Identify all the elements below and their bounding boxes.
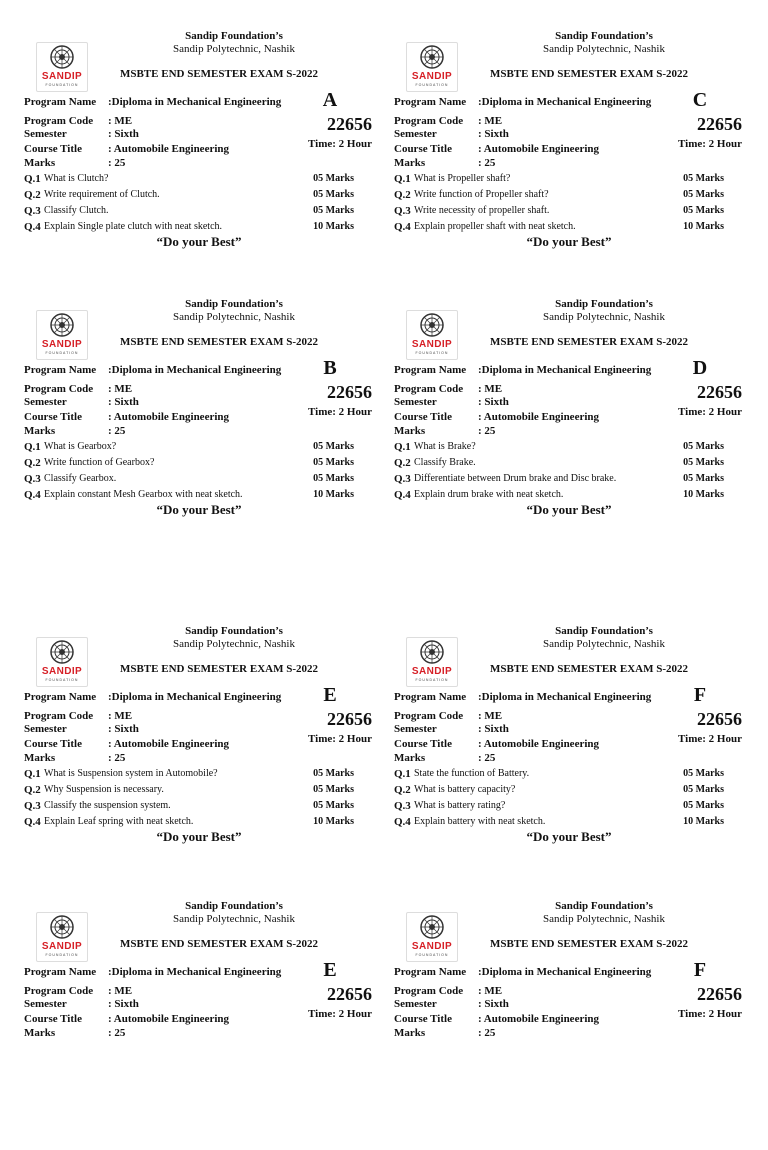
logo-subtitle: FOUNDATION xyxy=(415,678,449,682)
program-name-value: :Diploma in Mechanical Engineering xyxy=(478,966,652,978)
marks-value: : 25 xyxy=(478,425,496,437)
question-number: Q.2 xyxy=(24,457,41,469)
sandip-logo xyxy=(406,310,458,360)
marks-value: : 25 xyxy=(108,752,126,764)
exam-duration: Time: 2 Hour xyxy=(678,138,742,150)
question-marks: 05 Marks xyxy=(313,441,354,452)
institute-name: Sandip Polytechnic, Nashik xyxy=(543,43,665,55)
course-code: 22656 xyxy=(327,709,372,729)
question-text: Explain drum brake with neat sketch. xyxy=(414,489,564,500)
question-text: Classify Brake. xyxy=(414,457,476,468)
question-row xyxy=(394,784,734,799)
institute-name: Sandip Polytechnic, Nashik xyxy=(173,913,295,925)
course-title-label: Course Title xyxy=(394,411,452,423)
organization-name: Sandip Foundation’s xyxy=(185,625,283,637)
question-text: Explain constant Mesh Gearbox with neat sketch. xyxy=(44,489,243,500)
program-code-value: : ME xyxy=(478,710,503,722)
question-marks: 05 Marks xyxy=(313,457,354,468)
organization-name: Sandip Foundation’s xyxy=(555,900,653,912)
marks-value: : 25 xyxy=(108,425,126,437)
question-number: Q.1 xyxy=(394,441,411,453)
semester-label: Semester xyxy=(394,998,437,1010)
program-code-value: : ME xyxy=(108,115,133,127)
institute-name: Sandip Polytechnic, Nashik xyxy=(173,311,295,323)
program-name-label: Program Name xyxy=(24,691,97,703)
program-code-value: : ME xyxy=(478,115,503,127)
motto: “Do your Best” xyxy=(526,234,612,249)
question-number: Q.4 xyxy=(24,221,41,233)
exam-title: MSBTE END SEMESTER EXAM S-2022 xyxy=(489,336,689,348)
question-number: Q.3 xyxy=(394,205,411,217)
question-number: Q.1 xyxy=(24,768,41,780)
course-title-label: Course Title xyxy=(24,738,82,750)
logo-wordmark: SANDIP xyxy=(411,339,453,350)
logo-subtitle: FOUNDATION xyxy=(45,351,79,355)
marks-value: : 25 xyxy=(478,157,496,169)
semester-label: Semester xyxy=(394,723,437,735)
question-text: What is Brake? xyxy=(414,441,476,452)
set-letter: F xyxy=(693,684,707,706)
emblem-icon xyxy=(50,640,74,664)
question-row xyxy=(394,800,734,815)
program-code-label: Program Code xyxy=(394,383,464,395)
question-marks: 05 Marks xyxy=(313,189,354,200)
logo-subtitle: FOUNDATION xyxy=(415,83,449,87)
exam-duration: Time: 2 Hour xyxy=(308,138,372,150)
course-code: 22656 xyxy=(327,984,372,1004)
program-code-label: Program Code xyxy=(24,115,94,127)
question-marks: 05 Marks xyxy=(313,173,354,184)
program-name-value: :Diploma in Mechanical Engineering xyxy=(108,96,282,108)
marks-label: Marks xyxy=(24,157,56,169)
question-number: Q.3 xyxy=(24,800,41,812)
course-code: 22656 xyxy=(327,114,372,134)
emblem-icon xyxy=(420,45,444,69)
exam-duration: Time: 2 Hour xyxy=(678,733,742,745)
organization-name: Sandip Foundation’s xyxy=(185,30,283,42)
question-row xyxy=(24,173,364,188)
sandip-logo xyxy=(406,42,458,92)
set-letter: F xyxy=(693,959,707,981)
course-title-value: : Automobile Engineering xyxy=(478,1013,600,1025)
semester-label: Semester xyxy=(394,128,437,140)
question-marks: 05 Marks xyxy=(313,800,354,811)
question-row xyxy=(24,189,364,204)
question-text: Differentiate between Drum brake and Disc brake. xyxy=(414,473,617,484)
question-number: Q.4 xyxy=(24,816,41,828)
institute-name: Sandip Polytechnic, Nashik xyxy=(543,913,665,925)
motto: “Do your Best” xyxy=(156,234,242,249)
course-title-value: : Automobile Engineering xyxy=(108,411,230,423)
program-name-label: Program Name xyxy=(394,364,467,376)
semester-label: Semester xyxy=(394,396,437,408)
program-name-value: :Diploma in Mechanical Engineering xyxy=(108,691,282,703)
sandip-logo xyxy=(406,637,458,687)
question-number: Q.1 xyxy=(394,173,411,185)
question-number: Q.2 xyxy=(394,784,411,796)
question-number: Q.4 xyxy=(394,816,411,828)
marks-label: Marks xyxy=(394,425,426,437)
marks-value: : 25 xyxy=(478,1027,496,1039)
set-letter: E xyxy=(323,684,337,706)
motto: “Do your Best” xyxy=(156,829,242,844)
logo-subtitle: FOUNDATION xyxy=(415,953,449,957)
semester-value: : Sixth xyxy=(478,128,509,140)
question-text: What is Clutch? xyxy=(44,173,109,184)
logo-subtitle: FOUNDATION xyxy=(45,953,79,957)
question-text: Classify Clutch. xyxy=(44,205,109,216)
institute-name: Sandip Polytechnic, Nashik xyxy=(543,638,665,650)
emblem-icon xyxy=(420,313,444,337)
exam-card-1 xyxy=(24,30,372,280)
marks-label: Marks xyxy=(24,752,56,764)
question-row xyxy=(394,205,734,220)
set-letter: B xyxy=(323,357,337,379)
question-number: Q.2 xyxy=(24,189,41,201)
marks-value: : 25 xyxy=(108,1027,126,1039)
question-row xyxy=(394,457,734,472)
program-name-label: Program Name xyxy=(24,96,97,108)
marks-label: Marks xyxy=(394,752,426,764)
course-title-value: : Automobile Engineering xyxy=(478,411,600,423)
organization-name: Sandip Foundation’s xyxy=(185,298,283,310)
question-marks: 05 Marks xyxy=(683,768,724,779)
marks-label: Marks xyxy=(394,157,426,169)
exam-duration: Time: 2 Hour xyxy=(308,406,372,418)
question-number: Q.2 xyxy=(394,457,411,469)
question-text: State the function of Battery. xyxy=(414,768,530,779)
question-text: Write function of Gearbox? xyxy=(44,457,155,468)
semester-label: Semester xyxy=(24,998,67,1010)
course-title-value: : Automobile Engineering xyxy=(108,1013,230,1025)
question-marks: 05 Marks xyxy=(683,441,724,452)
question-marks: 05 Marks xyxy=(683,173,724,184)
sandip-logo xyxy=(36,310,88,360)
institute-name: Sandip Polytechnic, Nashik xyxy=(173,638,295,650)
course-title-label: Course Title xyxy=(24,143,82,155)
logo-subtitle: FOUNDATION xyxy=(45,83,79,87)
set-letter: E xyxy=(323,959,337,981)
set-letter: C xyxy=(692,89,708,111)
question-marks: 05 Marks xyxy=(313,473,354,484)
exam-title: MSBTE END SEMESTER EXAM S-2022 xyxy=(489,663,689,675)
semester-value: : Sixth xyxy=(108,396,139,408)
question-text: Explain propeller shaft with neat sketch. xyxy=(414,221,576,232)
exam-card-8 xyxy=(394,900,742,1150)
logo-wordmark: SANDIP xyxy=(41,71,83,82)
question-row xyxy=(24,457,364,472)
question-row xyxy=(394,189,734,204)
program-name-label: Program Name xyxy=(24,364,97,376)
institute-name: Sandip Polytechnic, Nashik xyxy=(543,311,665,323)
question-marks: 10 Marks xyxy=(313,489,354,500)
emblem-icon xyxy=(50,915,74,939)
program-code-label: Program Code xyxy=(394,985,464,997)
logo-wordmark: SANDIP xyxy=(411,941,453,952)
course-title-value: : Automobile Engineering xyxy=(108,143,230,155)
course-title-label: Course Title xyxy=(24,411,82,423)
logo-wordmark: SANDIP xyxy=(411,71,453,82)
program-name-label: Program Name xyxy=(24,966,97,978)
motto: “Do your Best” xyxy=(526,502,612,517)
question-text: Classify the suspension system. xyxy=(44,800,171,811)
course-title-value: : Automobile Engineering xyxy=(478,738,600,750)
semester-value: : Sixth xyxy=(478,396,509,408)
question-row xyxy=(394,768,734,783)
question-row xyxy=(24,800,364,815)
program-name-value: :Diploma in Mechanical Engineering xyxy=(108,364,282,376)
question-marks: 05 Marks xyxy=(683,784,724,795)
program-code-label: Program Code xyxy=(24,710,94,722)
organization-name: Sandip Foundation’s xyxy=(555,625,653,637)
organization-name: Sandip Foundation’s xyxy=(185,900,283,912)
semester-label: Semester xyxy=(24,396,67,408)
program-code-label: Program Code xyxy=(394,710,464,722)
course-code: 22656 xyxy=(697,382,742,402)
program-name-value: :Diploma in Mechanical Engineering xyxy=(478,364,652,376)
exam-card-2 xyxy=(394,30,742,280)
course-title-label: Course Title xyxy=(24,1013,82,1025)
program-name-value: :Diploma in Mechanical Engineering xyxy=(478,691,652,703)
question-marks: 10 Marks xyxy=(313,816,354,827)
question-text: Explain Single plate clutch with neat sketch. xyxy=(44,221,223,232)
organization-name: Sandip Foundation’s xyxy=(555,298,653,310)
emblem-icon xyxy=(420,915,444,939)
logo-wordmark: SANDIP xyxy=(41,666,83,677)
question-row xyxy=(24,441,364,456)
question-row xyxy=(394,441,734,456)
course-title-label: Course Title xyxy=(394,143,452,155)
question-text: What is Gearbox? xyxy=(44,441,117,452)
exam-duration: Time: 2 Hour xyxy=(308,733,372,745)
program-code-value: : ME xyxy=(478,985,503,997)
question-number: Q.1 xyxy=(24,441,41,453)
exam-card-6 xyxy=(394,625,742,875)
logo-wordmark: SANDIP xyxy=(411,666,453,677)
question-marks: 05 Marks xyxy=(683,205,724,216)
sandip-logo xyxy=(406,912,458,962)
exam-title: MSBTE END SEMESTER EXAM S-2022 xyxy=(119,336,319,348)
marks-label: Marks xyxy=(24,1027,56,1039)
program-code-value: : ME xyxy=(478,383,503,395)
marks-value: : 25 xyxy=(108,157,126,169)
question-marks: 10 Marks xyxy=(683,221,724,232)
logo-subtitle: FOUNDATION xyxy=(45,678,79,682)
exam-duration: Time: 2 Hour xyxy=(308,1008,372,1020)
question-number: Q.3 xyxy=(394,800,411,812)
program-code-value: : ME xyxy=(108,383,133,395)
semester-value: : Sixth xyxy=(478,998,509,1010)
institute-name: Sandip Polytechnic, Nashik xyxy=(173,43,295,55)
question-row xyxy=(24,205,364,220)
semester-label: Semester xyxy=(24,128,67,140)
course-title-value: : Automobile Engineering xyxy=(108,738,230,750)
course-code: 22656 xyxy=(327,382,372,402)
question-text: Explain Leaf spring with neat sketch. xyxy=(44,816,194,827)
program-name-value: :Diploma in Mechanical Engineering xyxy=(478,96,652,108)
semester-value: : Sixth xyxy=(108,998,139,1010)
program-code-label: Program Code xyxy=(24,985,94,997)
question-number: Q.3 xyxy=(24,473,41,485)
motto: “Do your Best” xyxy=(526,829,612,844)
question-number: Q.1 xyxy=(394,768,411,780)
question-row xyxy=(394,173,734,188)
question-number: Q.2 xyxy=(394,189,411,201)
emblem-icon xyxy=(50,45,74,69)
question-row xyxy=(24,784,364,799)
marks-label: Marks xyxy=(394,1027,426,1039)
question-number: Q.2 xyxy=(24,784,41,796)
question-text: Explain battery with neat sketch. xyxy=(414,816,546,827)
exam-card-7 xyxy=(24,900,372,1150)
question-marks: 10 Marks xyxy=(313,221,354,232)
question-number: Q.4 xyxy=(24,489,41,501)
question-number: Q.4 xyxy=(394,489,411,501)
program-name-value: :Diploma in Mechanical Engineering xyxy=(108,966,282,978)
question-text: What is battery rating? xyxy=(414,800,506,811)
course-title-label: Course Title xyxy=(394,738,452,750)
question-text: Classify Gearbox. xyxy=(44,473,117,484)
question-marks: 05 Marks xyxy=(313,205,354,216)
exam-title: MSBTE END SEMESTER EXAM S-2022 xyxy=(489,938,689,950)
question-number: Q.3 xyxy=(24,205,41,217)
course-title-value: : Automobile Engineering xyxy=(478,143,600,155)
question-text: Why Suspension is necessary. xyxy=(44,784,164,795)
question-row xyxy=(24,473,364,488)
question-marks: 05 Marks xyxy=(683,800,724,811)
question-number: Q.1 xyxy=(24,173,41,185)
question-number: Q.3 xyxy=(394,473,411,485)
exam-card-3 xyxy=(24,298,372,548)
organization-name: Sandip Foundation’s xyxy=(555,30,653,42)
program-code-label: Program Code xyxy=(24,383,94,395)
question-text: Write requirement of Clutch. xyxy=(44,189,160,200)
course-code: 22656 xyxy=(697,709,742,729)
set-letter: A xyxy=(322,89,338,111)
question-marks: 05 Marks xyxy=(683,457,724,468)
set-letter: D xyxy=(692,357,708,379)
exam-title: MSBTE END SEMESTER EXAM S-2022 xyxy=(489,68,689,80)
motto: “Do your Best” xyxy=(156,502,242,517)
logo-subtitle: FOUNDATION xyxy=(415,351,449,355)
question-marks: 10 Marks xyxy=(683,489,724,500)
exam-card-4 xyxy=(394,298,742,548)
question-text: What is Suspension system in Automobile? xyxy=(44,768,218,779)
sandip-logo xyxy=(36,637,88,687)
question-marks: 05 Marks xyxy=(313,768,354,779)
exam-card-5 xyxy=(24,625,372,875)
course-title-label: Course Title xyxy=(394,1013,452,1025)
marks-label: Marks xyxy=(24,425,56,437)
question-number: Q.4 xyxy=(394,221,411,233)
logo-wordmark: SANDIP xyxy=(41,941,83,952)
exam-duration: Time: 2 Hour xyxy=(678,1008,742,1020)
program-name-label: Program Name xyxy=(394,96,467,108)
emblem-icon xyxy=(50,313,74,337)
question-row xyxy=(24,768,364,783)
question-row xyxy=(394,473,734,488)
exam-duration: Time: 2 Hour xyxy=(678,406,742,418)
course-code: 22656 xyxy=(697,114,742,134)
question-marks: 05 Marks xyxy=(313,784,354,795)
exam-title: MSBTE END SEMESTER EXAM S-2022 xyxy=(119,68,319,80)
question-marks: 05 Marks xyxy=(683,473,724,484)
program-code-value: : ME xyxy=(108,985,133,997)
semester-label: Semester xyxy=(24,723,67,735)
semester-value: : Sixth xyxy=(108,723,139,735)
marks-value: : 25 xyxy=(478,752,496,764)
exam-title: MSBTE END SEMESTER EXAM S-2022 xyxy=(119,938,319,950)
program-name-label: Program Name xyxy=(394,966,467,978)
sandip-logo xyxy=(36,42,88,92)
question-text: What is battery capacity? xyxy=(414,784,516,795)
course-code: 22656 xyxy=(697,984,742,1004)
semester-value: : Sixth xyxy=(108,128,139,140)
exam-title: MSBTE END SEMESTER EXAM S-2022 xyxy=(119,663,319,675)
program-code-value: : ME xyxy=(108,710,133,722)
question-text: What is Propeller shaft? xyxy=(414,173,511,184)
emblem-icon xyxy=(420,640,444,664)
logo-wordmark: SANDIP xyxy=(41,339,83,350)
question-marks: 10 Marks xyxy=(683,816,724,827)
sandip-logo xyxy=(36,912,88,962)
program-code-label: Program Code xyxy=(394,115,464,127)
question-text: Write function of Propeller shaft? xyxy=(414,189,549,200)
semester-value: : Sixth xyxy=(478,723,509,735)
program-name-label: Program Name xyxy=(394,691,467,703)
question-text: Write necessity of propeller shaft. xyxy=(414,205,550,216)
question-marks: 05 Marks xyxy=(683,189,724,200)
